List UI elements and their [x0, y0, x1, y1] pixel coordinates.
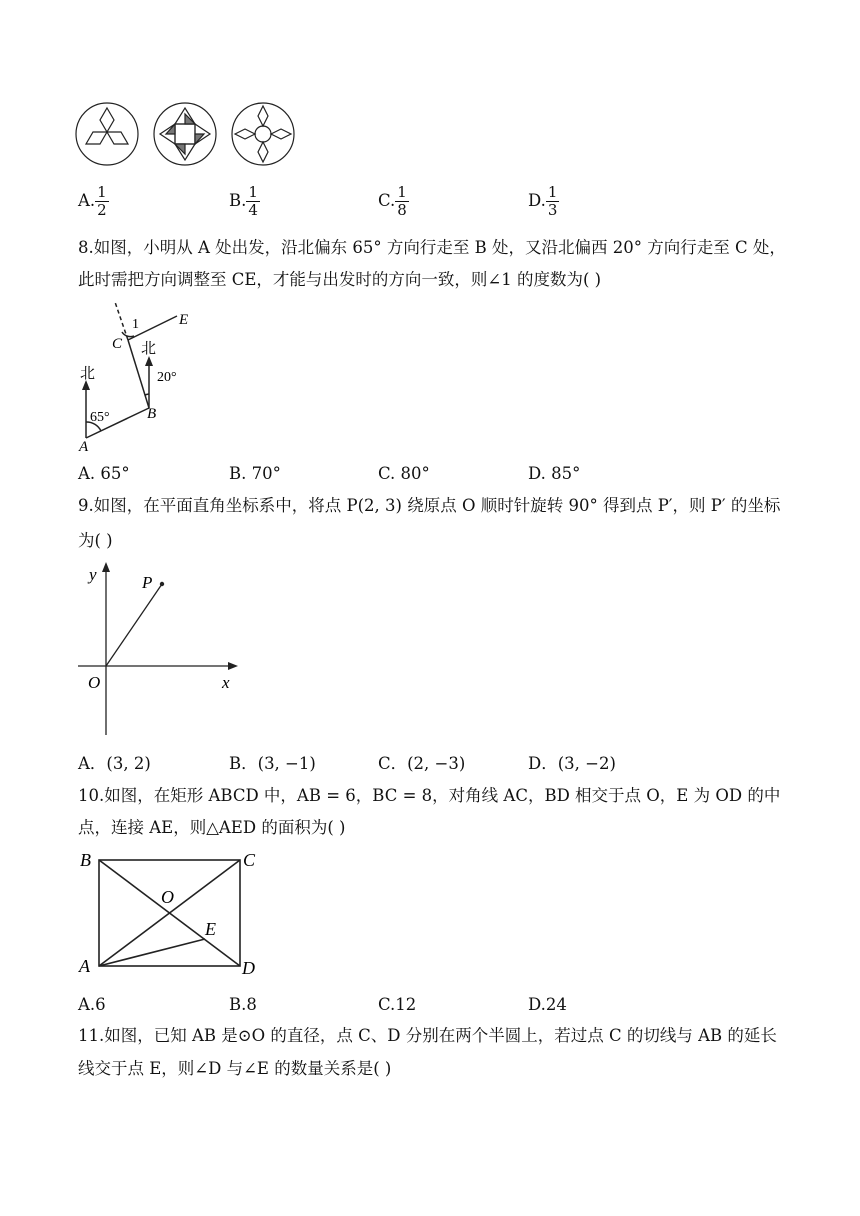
denominator: 8: [397, 201, 407, 219]
north-label-a: 北: [80, 366, 96, 382]
point-label-o: O: [161, 887, 174, 907]
angle-arc-1: [122, 332, 134, 337]
numerator: 1: [248, 183, 258, 201]
point-label-e: E: [205, 919, 216, 939]
pattern-1-icon: [76, 103, 138, 165]
point-label-e: E: [179, 312, 189, 328]
q9-option-d[interactable]: D．(3, −2): [528, 754, 616, 773]
q9-option-c[interactable]: C．(2, −3): [378, 754, 466, 773]
q9-text-line1: 9.如图，在平面直角坐标系中，将点 P(2, 3) 绕原点 O 顺时针旋转 90° 得到点 P′，则 P′ 的坐标: [78, 496, 781, 515]
y-axis-label: y: [89, 565, 97, 584]
point-label-b: B: [147, 406, 157, 422]
q8-text-line1: 8.如图，小明从 A 处出发，沿北偏东 65° 方向行走至 B 处，又沿北偏西 20° 方向行走至 C 处，: [78, 238, 786, 257]
x-axis-label: x: [222, 673, 230, 692]
q10-option-c[interactable]: C.12: [378, 995, 417, 1014]
numerator: 1: [397, 183, 407, 201]
denominator: 3: [547, 201, 558, 219]
q9-text-line2: 为( ): [78, 531, 113, 550]
pattern-2-icon: [154, 103, 216, 165]
numerator: 1: [547, 183, 558, 201]
fraction: [546, 184, 560, 219]
fraction: [95, 184, 109, 219]
q11-text-line1: 11.如图，已知 AB 是⊙O 的直径，点 C、D 分别在两个半圆上，若过点 C 的切线与 AB 的延长: [78, 1026, 777, 1045]
option-label: C.: [378, 191, 396, 210]
q10-rectangle-figure: [74, 848, 274, 980]
angle-label-20: 20°: [157, 370, 177, 385]
q10-option-b[interactable]: B.8: [229, 995, 257, 1014]
pattern-3-icon: [232, 103, 294, 165]
fraction: [395, 184, 409, 219]
point-label-b: B: [80, 850, 91, 870]
y-arrow-icon: [102, 562, 110, 572]
q7-option-a[interactable]: [78, 184, 109, 219]
denominator: 4: [248, 201, 258, 219]
north-label-b: 北: [141, 341, 157, 357]
q7-patterns-figure: [74, 100, 296, 170]
q7-option-b[interactable]: [229, 184, 260, 219]
q9-option-b[interactable]: B．(3, −1): [229, 754, 316, 773]
fraction: [246, 184, 260, 219]
arrowhead-b-icon: [145, 356, 153, 366]
point-label-a: A: [79, 956, 90, 976]
q10-text-line2: 点，连接 AE，则△AED 的面积为( ): [78, 818, 346, 837]
q8-option-c[interactable]: C. 80°: [378, 464, 430, 483]
q10-option-d[interactable]: D.24: [528, 995, 567, 1014]
q10-option-a[interactable]: A.6: [78, 995, 106, 1014]
angle-label-1: 1: [132, 317, 139, 332]
extension-line: [115, 302, 128, 340]
option-label: D.: [528, 191, 546, 210]
option-label: A.: [78, 191, 96, 210]
numerator: 1: [97, 183, 107, 201]
q8-option-b[interactable]: B. 70°: [229, 464, 281, 483]
segment-op: [106, 584, 162, 666]
segment-ae: [99, 939, 205, 966]
q8-option-a[interactable]: A. 65°: [78, 464, 130, 483]
point-label-c: C: [112, 336, 123, 352]
point-p-dot: [160, 582, 164, 586]
denominator: 2: [97, 201, 107, 219]
point-p-label: P: [142, 573, 153, 592]
q11-text-line2: 线交于点 E，则∠D 与∠E 的数量关系是( ): [78, 1059, 392, 1078]
q7-option-d[interactable]: [528, 184, 559, 219]
q8-option-d[interactable]: D. 85°: [528, 464, 581, 483]
angle-label-65: 65°: [90, 410, 110, 425]
q9-coordinate-figure: [74, 560, 246, 738]
point-label-c: C: [243, 850, 256, 870]
option-label: B.: [229, 191, 247, 210]
point-label-d: D: [242, 958, 255, 978]
x-arrow-icon: [228, 662, 238, 670]
q10-text-line1: 10.如图，在矩形 ABCD 中，AB = 6，BC = 8，对角线 AC，BD 相交于点 O，E 为 OD 的中: [78, 786, 781, 805]
origin-label: O: [88, 673, 101, 692]
q8-direction-figure: [74, 300, 214, 455]
q8-text-line2: 此时需把方向调整至 CE，才能与出发时的方向一致，则∠1 的度数为( ): [78, 270, 602, 289]
point-label-a: A: [79, 439, 89, 455]
q7-option-c[interactable]: [378, 184, 409, 219]
q9-option-a[interactable]: A．(3, 2): [78, 754, 151, 773]
